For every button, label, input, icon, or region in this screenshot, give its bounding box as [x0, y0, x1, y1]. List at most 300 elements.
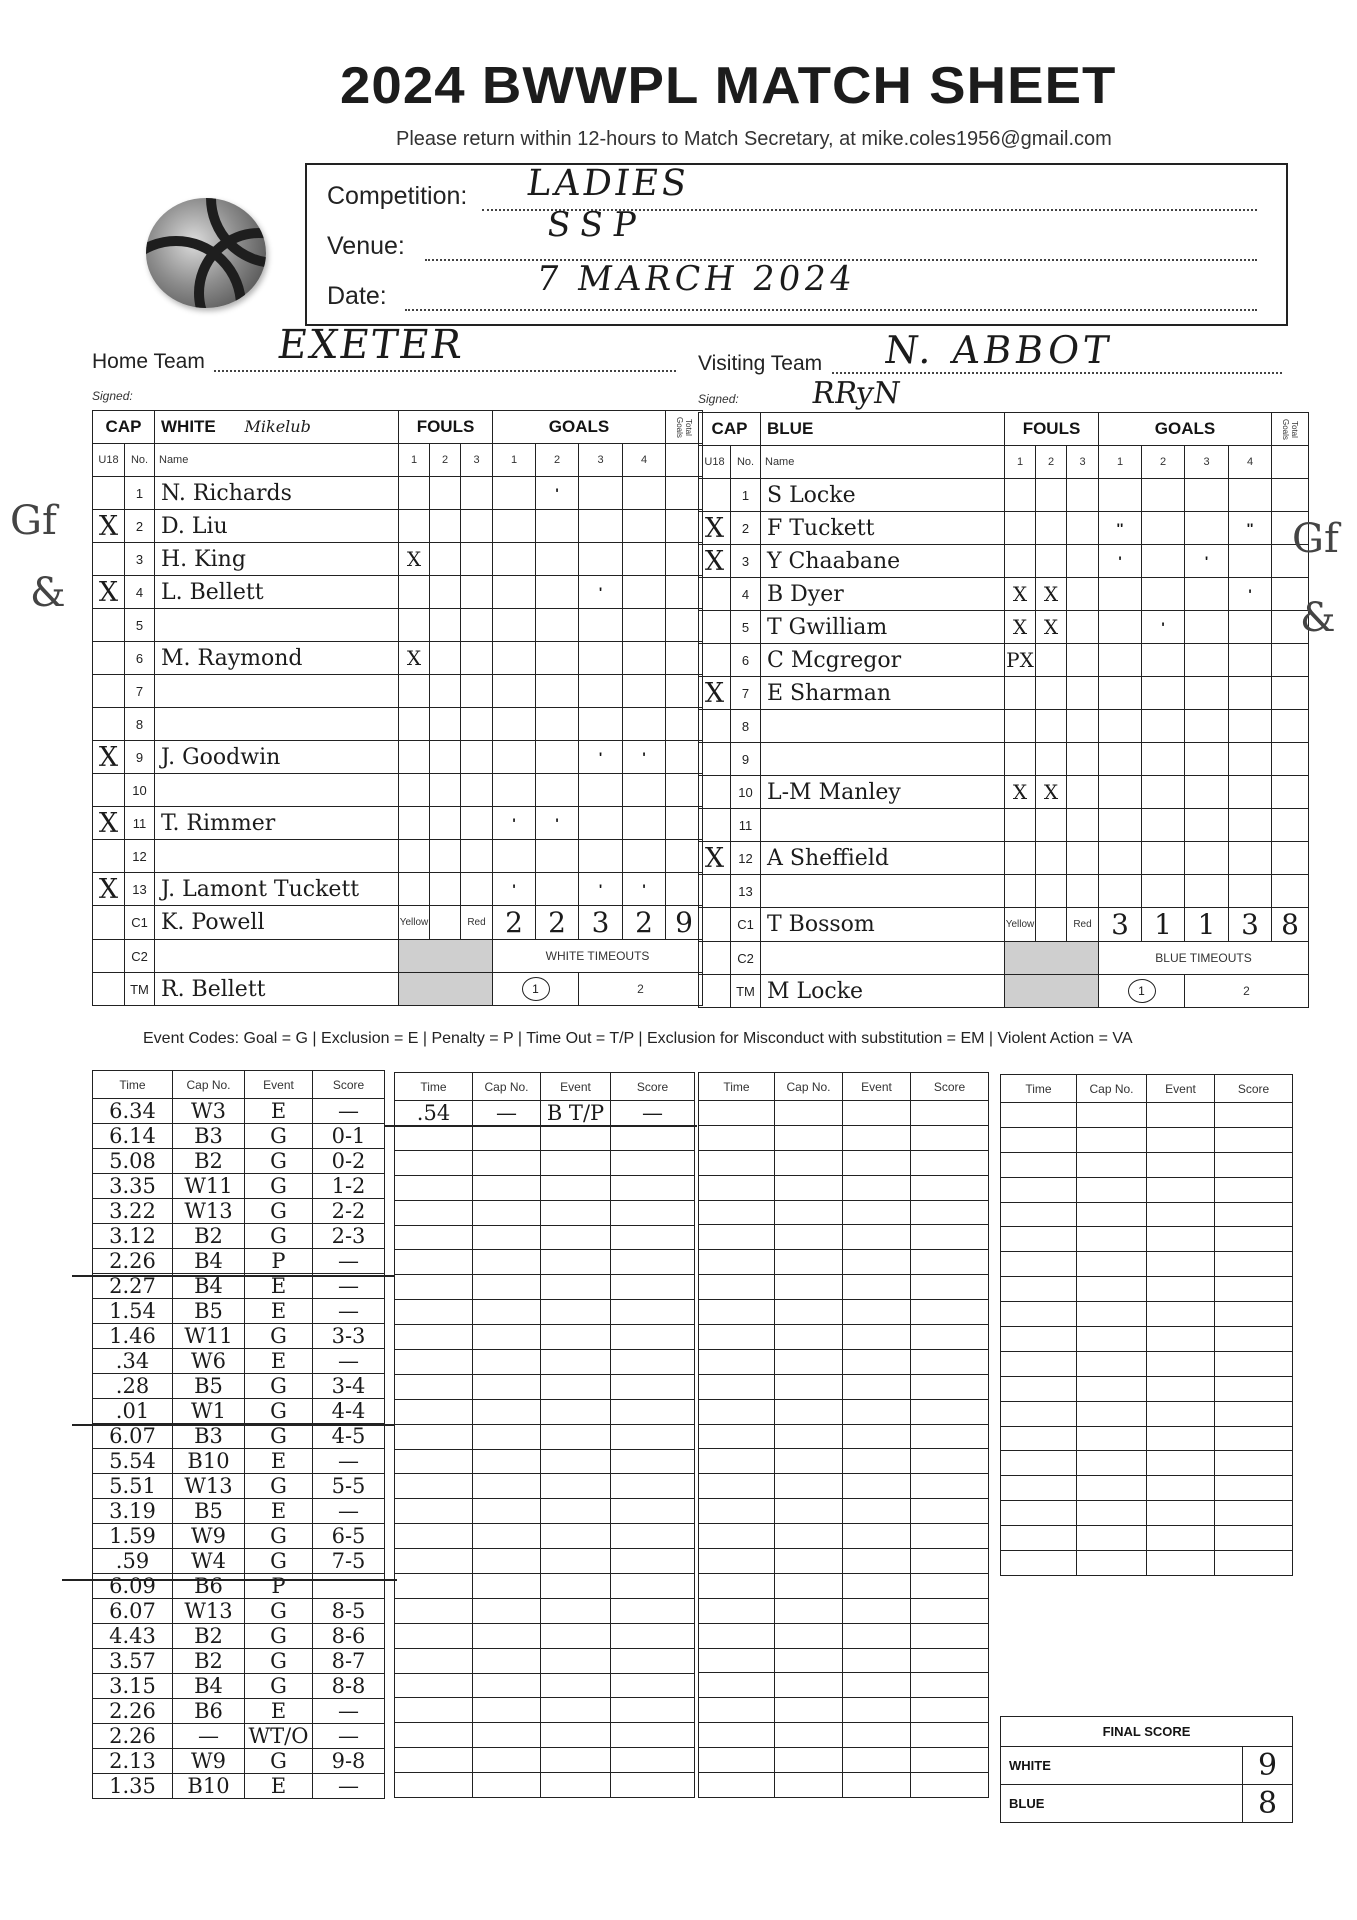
foul-3-cell[interactable] [1067, 809, 1099, 842]
final-blue-score[interactable]: 8 [1243, 1785, 1293, 1823]
event-score-cell[interactable] [611, 1250, 695, 1275]
event-cap-cell[interactable] [1077, 1376, 1147, 1401]
goal-period-1-cell[interactable] [493, 675, 536, 708]
goal-period-3-cell[interactable] [579, 477, 623, 510]
event-score-cell[interactable]: 6-5 [313, 1524, 385, 1549]
event-time-cell[interactable]: 2.26 [93, 1699, 173, 1724]
event-time-cell[interactable] [395, 1723, 473, 1748]
event-event-cell[interactable] [1147, 1327, 1215, 1352]
u18-mark[interactable] [699, 578, 731, 611]
event-score-cell[interactable] [313, 1574, 385, 1599]
event-time-cell[interactable] [699, 1175, 775, 1200]
event-cap-cell[interactable] [473, 1275, 541, 1300]
event-cap-cell[interactable] [775, 1449, 843, 1474]
event-cap-cell[interactable] [473, 1424, 541, 1449]
event-event-cell[interactable] [541, 1598, 611, 1623]
event-time-cell[interactable] [699, 1648, 775, 1673]
event-time-cell[interactable]: 5.08 [93, 1149, 173, 1174]
event-time-cell[interactable] [395, 1200, 473, 1225]
u18-mark[interactable] [93, 543, 125, 576]
foul-2-cell[interactable] [430, 576, 461, 609]
event-event-cell[interactable] [843, 1499, 911, 1524]
goal-period-2-cell[interactable] [536, 840, 579, 873]
goal-period-1-cell[interactable] [493, 510, 536, 543]
event-score-cell[interactable] [611, 1126, 695, 1151]
event-score-cell[interactable]: 7-5 [313, 1549, 385, 1574]
event-time-cell[interactable]: 2.26 [93, 1724, 173, 1749]
event-event-cell[interactable]: G [245, 1149, 313, 1174]
c1-name[interactable]: K. Powell [155, 906, 399, 940]
event-cap-cell[interactable] [1077, 1252, 1147, 1277]
event-time-cell[interactable] [395, 1150, 473, 1175]
tm-name[interactable]: M Locke [761, 975, 1005, 1008]
event-score-cell[interactable] [1215, 1152, 1293, 1177]
event-score-cell[interactable] [911, 1349, 989, 1374]
event-score-cell[interactable] [611, 1300, 695, 1325]
event-event-cell[interactable]: P [245, 1574, 313, 1599]
player-name[interactable]: S Locke [761, 479, 1005, 512]
event-event-cell[interactable] [541, 1549, 611, 1574]
event-cap-cell[interactable] [1077, 1227, 1147, 1252]
foul-1-cell[interactable]: X [399, 543, 430, 576]
event-event-cell[interactable] [1147, 1376, 1215, 1401]
event-cap-cell[interactable] [473, 1474, 541, 1499]
event-cap-cell[interactable] [1077, 1327, 1147, 1352]
event-score-cell[interactable]: 3-3 [313, 1324, 385, 1349]
goal-period-1-cell[interactable] [493, 609, 536, 642]
goal-period-3-cell[interactable] [579, 609, 623, 642]
event-cap-cell[interactable]: B5 [173, 1374, 245, 1399]
event-time-cell[interactable] [1001, 1526, 1077, 1551]
u18-mark[interactable] [93, 609, 125, 642]
event-score-cell[interactable] [611, 1648, 695, 1673]
foul-2-cell[interactable] [430, 807, 461, 840]
u18-mark[interactable]: X [93, 807, 125, 840]
goal-period-4-cell[interactable] [1229, 611, 1272, 644]
event-time-cell[interactable] [699, 1349, 775, 1374]
foul-1-cell[interactable]: X [1005, 776, 1036, 809]
event-score-cell[interactable] [611, 1773, 695, 1798]
goal-period-2-cell[interactable] [1142, 875, 1185, 908]
u18-mark[interactable] [93, 642, 125, 675]
event-event-cell[interactable] [541, 1374, 611, 1399]
event-time-cell[interactable] [699, 1125, 775, 1150]
event-cap-cell[interactable]: W1 [173, 1399, 245, 1424]
event-time-cell[interactable] [1001, 1152, 1077, 1177]
yellow-cell[interactable] [1036, 908, 1067, 942]
goal-period-4-cell[interactable] [1229, 842, 1272, 875]
event-event-cell[interactable] [843, 1300, 911, 1325]
foul-1-cell[interactable] [399, 609, 430, 642]
event-score-cell[interactable] [611, 1574, 695, 1599]
goal-period-1-cell[interactable] [1099, 611, 1142, 644]
c2-name[interactable] [761, 942, 1005, 975]
goal-period-3-cell[interactable] [1185, 776, 1229, 809]
event-time-cell[interactable] [699, 1150, 775, 1175]
event-time-cell[interactable] [395, 1300, 473, 1325]
event-cap-cell[interactable] [1077, 1302, 1147, 1327]
event-time-cell[interactable] [395, 1623, 473, 1648]
event-score-cell[interactable] [611, 1449, 695, 1474]
u18-mark[interactable] [93, 477, 125, 510]
event-cap-cell[interactable]: — [173, 1724, 245, 1749]
goal-period-2-cell[interactable] [536, 609, 579, 642]
event-time-cell[interactable]: 3.19 [93, 1499, 173, 1524]
event-time-cell[interactable]: 3.57 [93, 1649, 173, 1674]
u18-mark[interactable] [699, 809, 731, 842]
goal-period-4-cell[interactable] [1229, 710, 1272, 743]
event-event-cell[interactable] [843, 1175, 911, 1200]
foul-2-cell[interactable] [1036, 875, 1067, 908]
goal-period-3-cell[interactable] [579, 708, 623, 741]
foul-1-cell[interactable]: X [1005, 578, 1036, 611]
event-event-cell[interactable] [1147, 1127, 1215, 1152]
event-time-cell[interactable] [395, 1275, 473, 1300]
event-time-cell[interactable] [699, 1549, 775, 1574]
foul-2-cell[interactable] [1036, 710, 1067, 743]
event-score-cell[interactable]: — [313, 1274, 385, 1299]
goal-period-1-cell[interactable] [493, 840, 536, 873]
event-cap-cell[interactable] [775, 1250, 843, 1275]
u18-mark[interactable] [93, 840, 125, 873]
event-score-cell[interactable] [611, 1175, 695, 1200]
event-time-cell[interactable] [699, 1698, 775, 1723]
event-time-cell[interactable] [1001, 1227, 1077, 1252]
foul-1-cell[interactable] [399, 675, 430, 708]
foul-3-cell[interactable] [461, 543, 493, 576]
foul-2-cell[interactable] [1036, 644, 1067, 677]
event-event-cell[interactable] [541, 1250, 611, 1275]
goal-period-3-cell[interactable] [1185, 512, 1229, 545]
event-event-cell[interactable] [1147, 1526, 1215, 1551]
event-cap-cell[interactable]: W13 [173, 1599, 245, 1624]
foul-1-cell[interactable] [1005, 743, 1036, 776]
event-score-cell[interactable] [1215, 1451, 1293, 1476]
event-event-cell[interactable] [1147, 1177, 1215, 1202]
event-score-cell[interactable] [611, 1598, 695, 1623]
foul-2-cell[interactable] [430, 510, 461, 543]
goal-period-2-cell[interactable] [1142, 809, 1185, 842]
event-cap-cell[interactable] [1077, 1551, 1147, 1576]
event-cap-cell[interactable]: B6 [173, 1699, 245, 1724]
event-score-cell[interactable] [911, 1748, 989, 1773]
event-cap-cell[interactable]: B10 [173, 1449, 245, 1474]
event-score-cell[interactable] [1215, 1277, 1293, 1302]
event-cap-cell[interactable]: B6 [173, 1574, 245, 1599]
u18-mark[interactable] [699, 776, 731, 809]
foul-3-cell[interactable] [461, 675, 493, 708]
event-event-cell[interactable] [1147, 1351, 1215, 1376]
event-cap-cell[interactable] [775, 1200, 843, 1225]
event-cap-cell[interactable] [775, 1573, 843, 1598]
u18-mark[interactable]: X [93, 741, 125, 774]
foul-2-cell[interactable] [430, 840, 461, 873]
player-name[interactable]: H. King [155, 543, 399, 576]
event-time-cell[interactable] [1001, 1177, 1077, 1202]
goal-period-1-cell[interactable] [493, 543, 536, 576]
goal-period-3-cell[interactable] [1185, 479, 1229, 512]
event-cap-cell[interactable] [473, 1350, 541, 1375]
event-score-cell[interactable] [611, 1698, 695, 1723]
event-cap-cell[interactable]: B2 [173, 1149, 245, 1174]
event-time-cell[interactable] [395, 1499, 473, 1524]
event-cap-cell[interactable]: — [473, 1101, 541, 1126]
event-cap-cell[interactable] [473, 1126, 541, 1151]
event-score-cell[interactable] [911, 1399, 989, 1424]
goal-period-3-cell[interactable] [579, 543, 623, 576]
goal-period-2-cell[interactable] [536, 675, 579, 708]
event-score-cell[interactable] [611, 1225, 695, 1250]
event-event-cell[interactable]: G [245, 1174, 313, 1199]
event-event-cell[interactable] [843, 1225, 911, 1250]
u18-mark[interactable]: X [93, 576, 125, 609]
goal-period-4-cell[interactable] [623, 840, 666, 873]
event-time-cell[interactable]: 5.54 [93, 1449, 173, 1474]
event-score-cell[interactable]: — [313, 1699, 385, 1724]
foul-3-cell[interactable] [461, 774, 493, 807]
goal-period-2-cell[interactable] [536, 642, 579, 675]
event-event-cell[interactable] [843, 1474, 911, 1499]
event-time-cell[interactable]: 6.09 [93, 1574, 173, 1599]
event-score-cell[interactable] [911, 1300, 989, 1325]
event-score-cell[interactable] [911, 1723, 989, 1748]
event-time-cell[interactable] [395, 1748, 473, 1773]
event-cap-cell[interactable] [1077, 1401, 1147, 1426]
foul-2-cell[interactable] [430, 675, 461, 708]
event-event-cell[interactable]: G [245, 1474, 313, 1499]
event-cap-cell[interactable] [473, 1723, 541, 1748]
goal-period-1-cell[interactable] [1099, 809, 1142, 842]
player-name[interactable]: L-M Manley [761, 776, 1005, 809]
timeout-1-cell[interactable] [1099, 975, 1185, 1008]
event-score-cell[interactable] [611, 1474, 695, 1499]
u18-mark[interactable] [699, 611, 731, 644]
event-score-cell[interactable] [911, 1648, 989, 1673]
event-cap-cell[interactable] [1077, 1426, 1147, 1451]
event-event-cell[interactable]: G [245, 1324, 313, 1349]
event-cap-cell[interactable]: B5 [173, 1299, 245, 1324]
event-event-cell[interactable] [541, 1748, 611, 1773]
foul-3-cell[interactable] [461, 510, 493, 543]
goal-period-4-cell[interactable] [623, 510, 666, 543]
event-event-cell[interactable] [843, 1449, 911, 1474]
event-event-cell[interactable]: E [245, 1774, 313, 1799]
event-score-cell[interactable] [911, 1549, 989, 1574]
foul-3-cell[interactable] [1067, 644, 1099, 677]
competition-value[interactable]: LADIES [524, 163, 692, 204]
event-time-cell[interactable] [699, 1200, 775, 1225]
event-score-cell[interactable] [611, 1150, 695, 1175]
goal-period-1-cell[interactable] [1099, 842, 1142, 875]
event-event-cell[interactable]: G [245, 1599, 313, 1624]
goal-period-3-cell[interactable] [1185, 677, 1229, 710]
event-event-cell[interactable] [843, 1424, 911, 1449]
event-event-cell[interactable] [541, 1424, 611, 1449]
event-score-cell[interactable]: 5-5 [313, 1474, 385, 1499]
event-time-cell[interactable] [699, 1449, 775, 1474]
u18-mark[interactable] [93, 774, 125, 807]
goal-period-4-cell[interactable] [623, 477, 666, 510]
goal-period-4-cell[interactable]: '' [1229, 512, 1272, 545]
event-score-cell[interactable] [1215, 1252, 1293, 1277]
goal-period-4-cell[interactable] [1229, 809, 1272, 842]
event-cap-cell[interactable] [1077, 1103, 1147, 1128]
event-event-cell[interactable] [541, 1524, 611, 1549]
goal-period-3-cell[interactable]: ' [1185, 545, 1229, 578]
event-event-cell[interactable]: G [245, 1424, 313, 1449]
event-score-cell[interactable]: 8-8 [313, 1674, 385, 1699]
goal-period-1-cell[interactable] [493, 477, 536, 510]
event-time-cell[interactable]: 1.59 [93, 1524, 173, 1549]
event-score-cell[interactable] [911, 1275, 989, 1300]
event-score-cell[interactable] [911, 1499, 989, 1524]
event-time-cell[interactable]: 2.13 [93, 1749, 173, 1774]
event-cap-cell[interactable]: W6 [173, 1349, 245, 1374]
goal-period-2-cell[interactable] [536, 576, 579, 609]
foul-2-cell[interactable]: X [1036, 578, 1067, 611]
event-time-cell[interactable]: 1.54 [93, 1299, 173, 1324]
event-event-cell[interactable] [843, 1673, 911, 1698]
event-time-cell[interactable]: 4.43 [93, 1624, 173, 1649]
foul-2-cell[interactable] [430, 708, 461, 741]
event-score-cell[interactable] [611, 1748, 695, 1773]
foul-2-cell[interactable] [1036, 677, 1067, 710]
event-event-cell[interactable] [1147, 1551, 1215, 1576]
foul-2-cell[interactable] [430, 642, 461, 675]
goal-period-3-cell[interactable]: ' [579, 741, 623, 774]
player-name[interactable]: M. Raymond [155, 642, 399, 675]
foul-2-cell[interactable] [1036, 809, 1067, 842]
goal-period-4-cell[interactable] [623, 642, 666, 675]
goal-period-2-cell[interactable] [536, 543, 579, 576]
event-cap-cell[interactable]: W9 [173, 1524, 245, 1549]
player-name[interactable]: T. Rimmer [155, 807, 399, 840]
event-event-cell[interactable]: E [245, 1499, 313, 1524]
event-time-cell[interactable] [1001, 1202, 1077, 1227]
foul-3-cell[interactable] [1067, 578, 1099, 611]
event-event-cell[interactable] [1147, 1501, 1215, 1526]
event-time-cell[interactable] [1001, 1426, 1077, 1451]
event-score-cell[interactable] [1215, 1227, 1293, 1252]
event-cap-cell[interactable]: B3 [173, 1124, 245, 1149]
event-score-cell[interactable] [611, 1350, 695, 1375]
event-score-cell[interactable] [611, 1399, 695, 1424]
event-score-cell[interactable]: — [611, 1101, 695, 1126]
foul-2-cell[interactable] [430, 741, 461, 774]
event-time-cell[interactable] [699, 1474, 775, 1499]
timeout-1-cell[interactable] [493, 973, 579, 1006]
event-cap-cell[interactable] [775, 1499, 843, 1524]
player-name[interactable]: D. Liu [155, 510, 399, 543]
event-time-cell[interactable] [699, 1300, 775, 1325]
event-score-cell[interactable] [911, 1150, 989, 1175]
foul-1-cell[interactable] [399, 807, 430, 840]
event-event-cell[interactable] [1147, 1202, 1215, 1227]
event-event-cell[interactable]: G [245, 1624, 313, 1649]
player-name[interactable]: A Sheffield [761, 842, 1005, 875]
event-score-cell[interactable]: 0-1 [313, 1124, 385, 1149]
event-time-cell[interactable]: .28 [93, 1374, 173, 1399]
foul-3-cell[interactable] [461, 741, 493, 774]
event-time-cell[interactable] [699, 1225, 775, 1250]
event-cap-cell[interactable]: B5 [173, 1499, 245, 1524]
event-score-cell[interactable] [911, 1200, 989, 1225]
event-cap-cell[interactable] [775, 1125, 843, 1150]
event-time-cell[interactable] [1001, 1252, 1077, 1277]
goal-period-2-cell[interactable]: ' [536, 477, 579, 510]
event-time-cell[interactable] [1001, 1376, 1077, 1401]
event-cap-cell[interactable] [473, 1200, 541, 1225]
event-score-cell[interactable]: — [313, 1724, 385, 1749]
goal-period-4-cell[interactable]: ' [1229, 578, 1272, 611]
goal-period-4-cell[interactable] [623, 807, 666, 840]
foul-3-cell[interactable] [461, 708, 493, 741]
event-event-cell[interactable] [541, 1126, 611, 1151]
event-cap-cell[interactable]: W11 [173, 1174, 245, 1199]
goal-period-3-cell[interactable] [1185, 875, 1229, 908]
event-score-cell[interactable] [911, 1125, 989, 1150]
goal-period-2-cell[interactable] [1142, 842, 1185, 875]
event-score-cell[interactable] [1215, 1202, 1293, 1227]
event-cap-cell[interactable] [775, 1524, 843, 1549]
event-time-cell[interactable]: .34 [93, 1349, 173, 1374]
event-cap-cell[interactable] [473, 1175, 541, 1200]
event-cap-cell[interactable] [775, 1374, 843, 1399]
event-cap-cell[interactable] [473, 1250, 541, 1275]
event-cap-cell[interactable] [775, 1325, 843, 1350]
foul-1-cell[interactable] [1005, 545, 1036, 578]
foul-1-cell[interactable] [399, 708, 430, 741]
event-cap-cell[interactable]: W13 [173, 1199, 245, 1224]
foul-1-cell[interactable]: X [1005, 611, 1036, 644]
event-time-cell[interactable] [1001, 1127, 1077, 1152]
goal-period-1-cell[interactable]: ' [493, 873, 536, 906]
foul-2-cell[interactable] [430, 774, 461, 807]
event-cap-cell[interactable] [473, 1598, 541, 1623]
event-cap-cell[interactable] [473, 1225, 541, 1250]
player-name[interactable] [761, 743, 1005, 776]
event-score-cell[interactable] [611, 1723, 695, 1748]
goal-period-2-cell[interactable] [536, 510, 579, 543]
player-name[interactable]: J. Lamont Tuckett [155, 873, 399, 906]
event-score-cell[interactable]: 8-6 [313, 1624, 385, 1649]
event-event-cell[interactable] [843, 1648, 911, 1673]
foul-1-cell[interactable] [1005, 677, 1036, 710]
event-cap-cell[interactable] [473, 1698, 541, 1723]
foul-2-cell[interactable] [1036, 479, 1067, 512]
event-event-cell[interactable] [541, 1623, 611, 1648]
event-cap-cell[interactable] [775, 1648, 843, 1673]
event-cap-cell[interactable] [1077, 1127, 1147, 1152]
foul-3-cell[interactable] [1067, 512, 1099, 545]
event-time-cell[interactable]: 6.34 [93, 1099, 173, 1124]
event-cap-cell[interactable]: B4 [173, 1249, 245, 1274]
event-score-cell[interactable]: 2-2 [313, 1199, 385, 1224]
player-name[interactable] [155, 774, 399, 807]
goal-period-4-cell[interactable] [623, 609, 666, 642]
event-cap-cell[interactable] [775, 1300, 843, 1325]
event-event-cell[interactable]: WT/O [245, 1724, 313, 1749]
event-event-cell[interactable] [1147, 1302, 1215, 1327]
event-event-cell[interactable] [843, 1125, 911, 1150]
u18-mark[interactable]: X [93, 873, 125, 906]
goal-period-2-cell[interactable]: ' [1142, 611, 1185, 644]
event-event-cell[interactable] [541, 1325, 611, 1350]
event-time-cell[interactable]: 3.35 [93, 1174, 173, 1199]
foul-3-cell[interactable] [1067, 776, 1099, 809]
event-cap-cell[interactable] [473, 1374, 541, 1399]
event-cap-cell[interactable] [775, 1773, 843, 1798]
